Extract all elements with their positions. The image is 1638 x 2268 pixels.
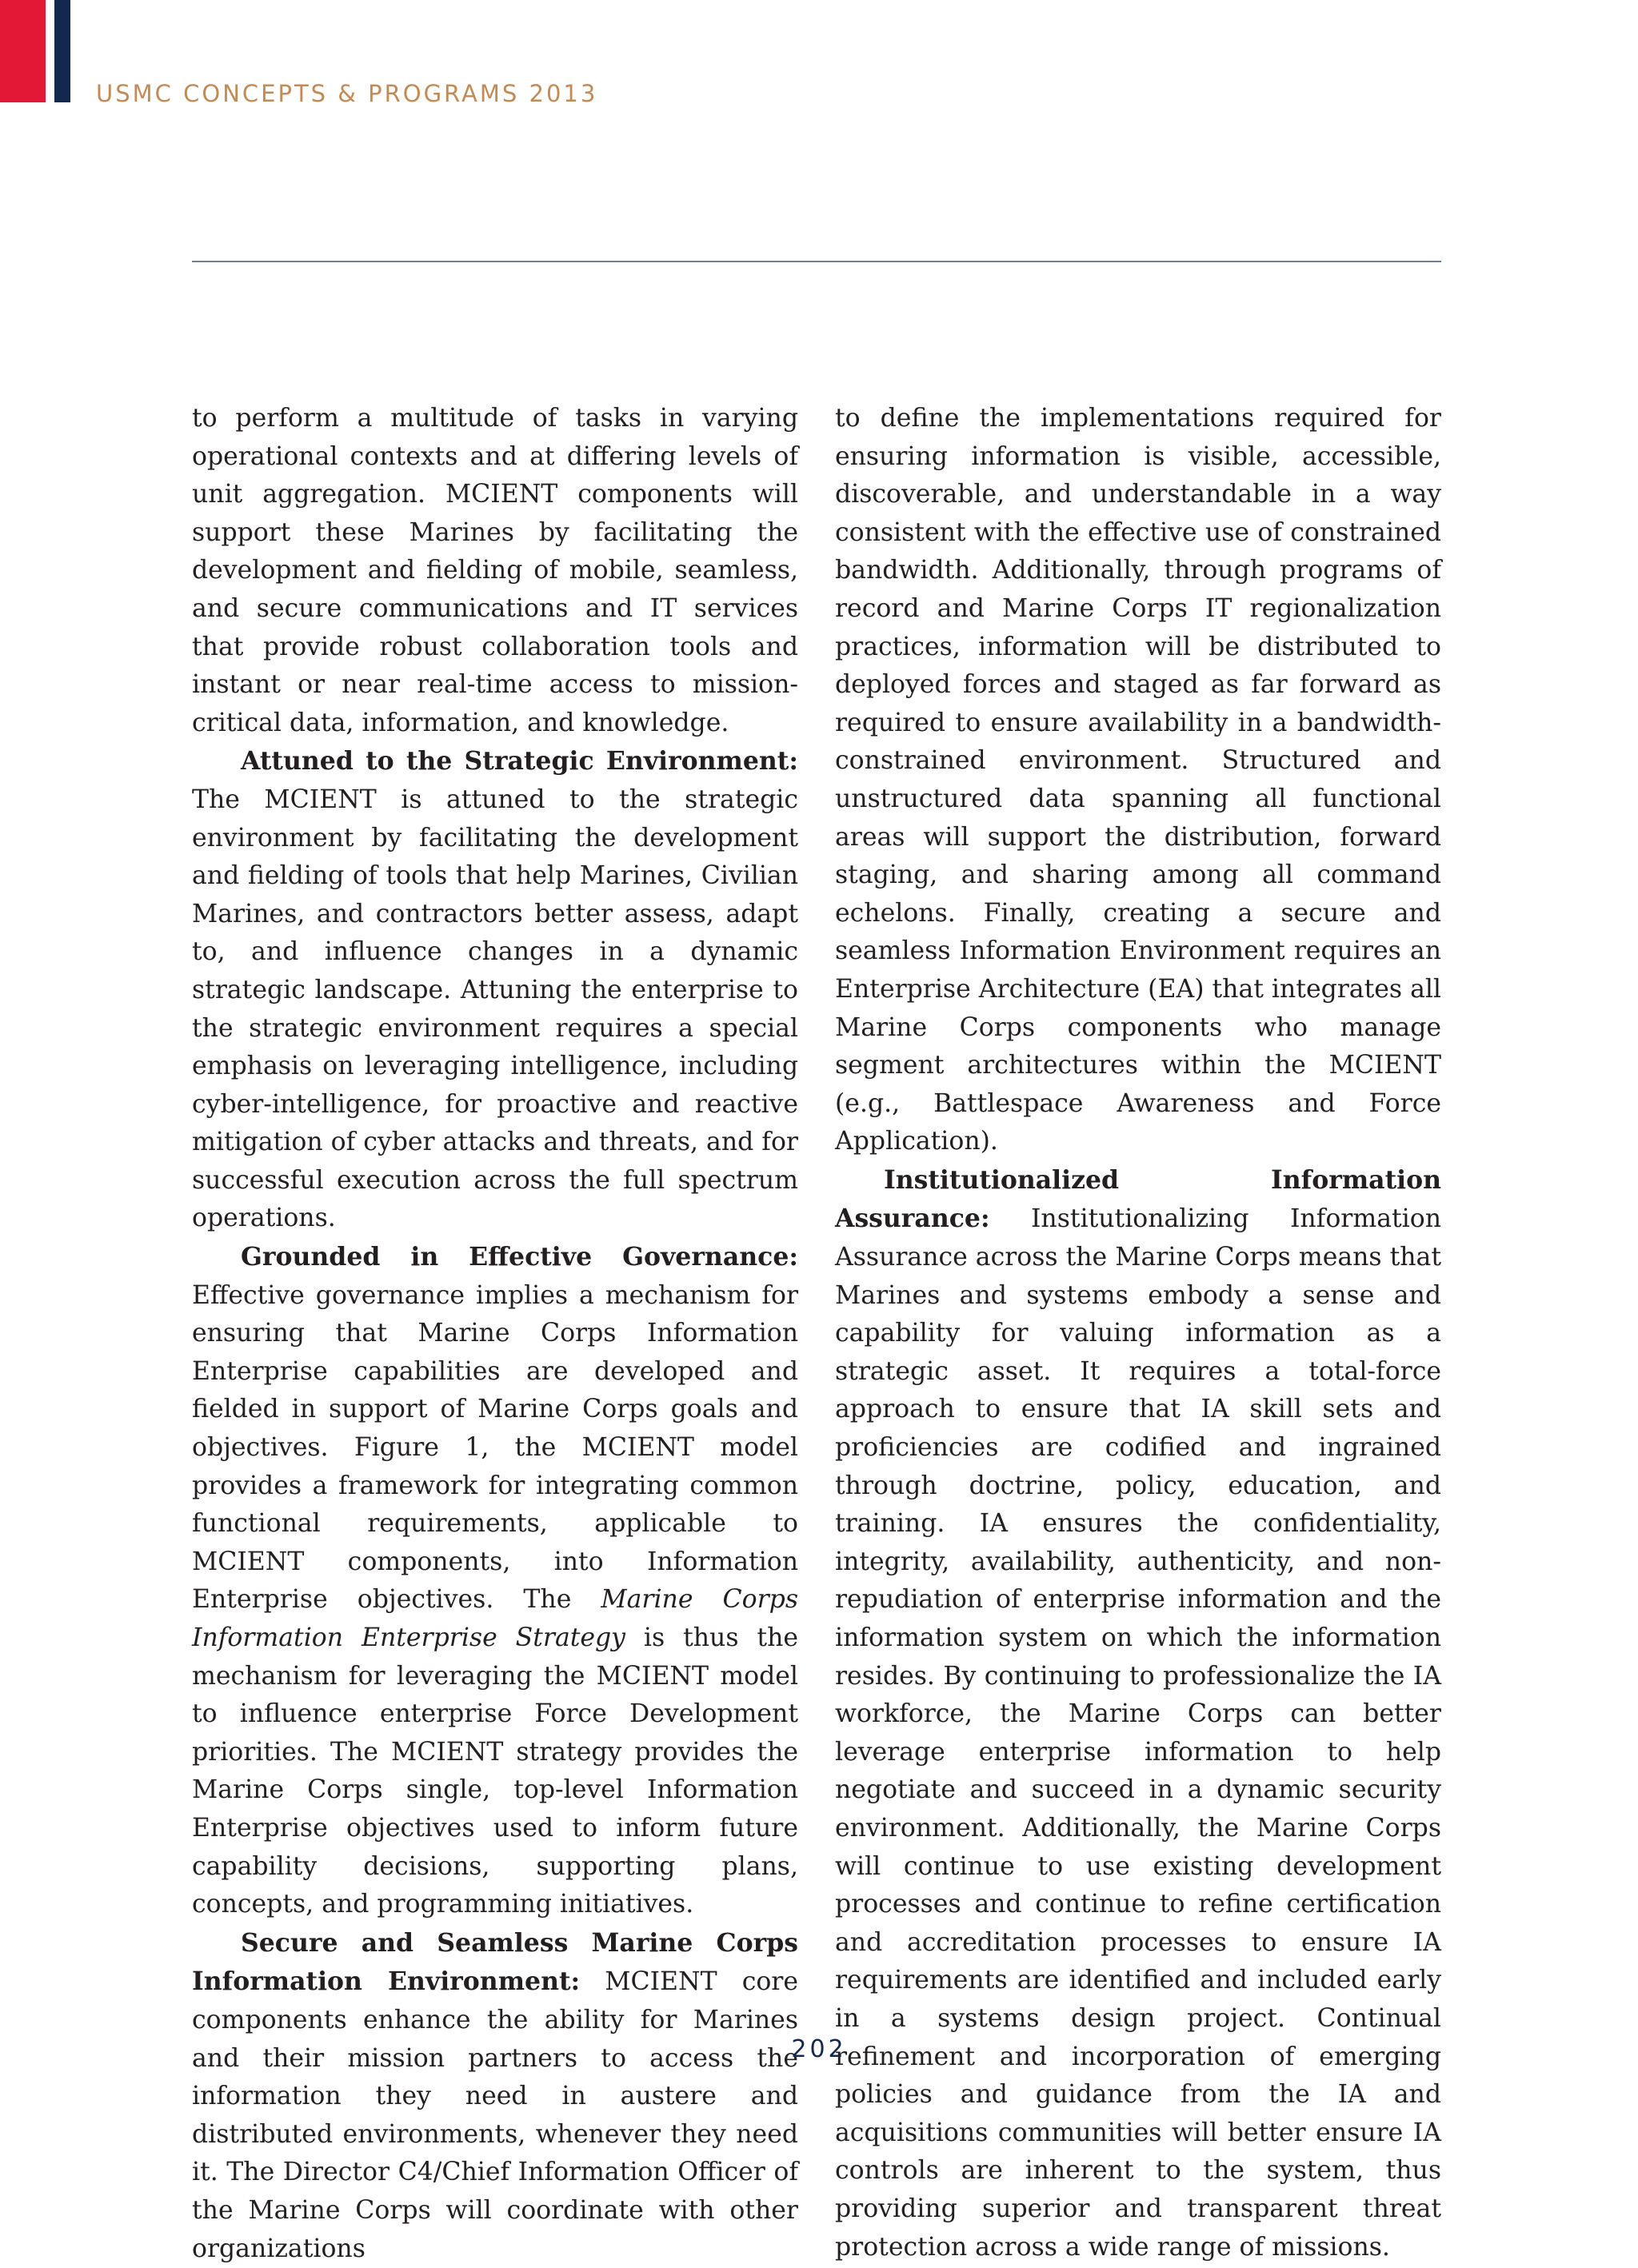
paragraph-text: to perform a multitude of tasks in varying operational contexts and at differing levels of unit aggregation. MCIENT components will support these Marines by facilitating the development and fielding of mobile, seamless, and secure communications and IT services that provide robust collaboration tools and instant or near real-time access to mission-critical data, information, and knowledge. — [192, 404, 798, 737]
paragraph-heading: Attuned to the Strategic Environment: — [241, 746, 798, 777]
page-number: 202 — [791, 2035, 847, 2063]
paragraph-heading: Secure and Seamless Marine Corps Information Environment: — [192, 1927, 798, 1997]
paragraph-text: is thus the mechanism for leveraging the MCIENT model to influence enterprise Force Development priorities. The MCIENT strategy provides the Marine Corps single, top-level Information Enterprise objectives used to inform future capability decisions, supporting plans, concepts, and programming initiatives. — [192, 1623, 798, 1919]
paragraph-text: MCIENT core components enhance the ability for Marines and their mission partners to access the information they need in austere and distributed environments, whenever they need it. The Director C4/Chief Information Officer of the Marine Corps will coordinate with other organizations — [192, 1967, 798, 2263]
left-column — [192, 400, 798, 2268]
right-column — [835, 400, 1441, 2266]
running-head: USMC CONCEPTS & PROGRAMS 2013 — [96, 80, 598, 107]
paragraph-continued — [835, 400, 1441, 1161]
paragraph-information-assurance — [835, 1161, 1441, 2266]
paragraph-text: Institutionalizing Information Assurance across the Marine Corps means that Marines and systems embody a sense and capability for valuing information as a strategic asset. It requires a total-force approach to ensure that IA skill sets and proficiencies are codified and ingrained through doctrine, policy, education, and training. IA ensures the confidentiality, integrity, availability, authenticity, and non-repudiation of enterprise information and the information system on which the information resides. By continuing to professionalize the IA workforce, the Marine Corps can better leverage enterprise information to help negotiate and succeed in a dynamic security environment. Additionally, the Marine Corps will continue to use existing development processes and continue to refine certification and accreditation processes to ensure IA requirements are identified and included early in a systems design project. Continual refinement and incorporation of emerging policies and guidance from the IA and acquisitions communities will better ensure IA controls are inherent to the system, thus providing superior and transparent threat protection across a wide range of missions. — [835, 1204, 1441, 2262]
paragraph-text: The MCIENT is attuned to the strategic environment by facilitating the development and fielding of tools that help Marines, Civilian Marines, and contractors better assess, adapt to, and influence changes in a dynamic strategic landscape. Attuning the enterprise to the strategic environment requires a special emphasis on leveraging intelligence, including cyber-intelligence, for proactive and reactive mitigation of cyber attacks and threats, and for successful execution across the full spectrum operations. — [192, 785, 798, 1233]
navy-accent-bar — [54, 0, 70, 102]
paragraph-secure-environment — [192, 1924, 798, 2268]
paragraph-heading: Grounded in Effective Governance: — [241, 1242, 798, 1272]
paragraph-strategic-environment — [192, 742, 798, 1238]
red-accent-bar — [0, 0, 46, 102]
paragraph-effective-governance — [192, 1238, 798, 1924]
strategy-title: Marine Corps Information Enterprise Strategy — [192, 1585, 798, 1652]
paragraph-continued — [192, 400, 798, 742]
paragraph-heading: Institutionalized Information Assurance: — [835, 1164, 1441, 1234]
paragraph-text: to define the implementations required for ensuring information is visible, accessible, discoverable, and understandable in a way consistent with the effective use of constrained bandwidth. Additionally, through programs of record and Marine Corps IT regionalization practices, information will be distributed to deployed forces and staged as far forward as required to ensure availability in a bandwidth-constrained environment. Structured and unstructured data spanning all functional areas will support the distribution, forward staging, and sharing among all command echelons. Finally, creating a secure and seamless Information Environment requires an Enterprise Architecture (EA) that integrates all Marine Corps components who manage segment architectures within the MCIENT (e.g., Battlespace Awareness and Force Application). — [835, 404, 1441, 1156]
header-rule — [192, 261, 1441, 262]
paragraph-text: Effective governance implies a mechanism for ensuring that Marine Corps Information Enterprise capabilities are developed and fielded in support of Marine Corps goals and objectives. Figure 1, the MCIENT model provides a framework for integrating common functional requirements, applicable to MCIENT components, into Information Enterprise objectives. The — [192, 1280, 798, 1615]
